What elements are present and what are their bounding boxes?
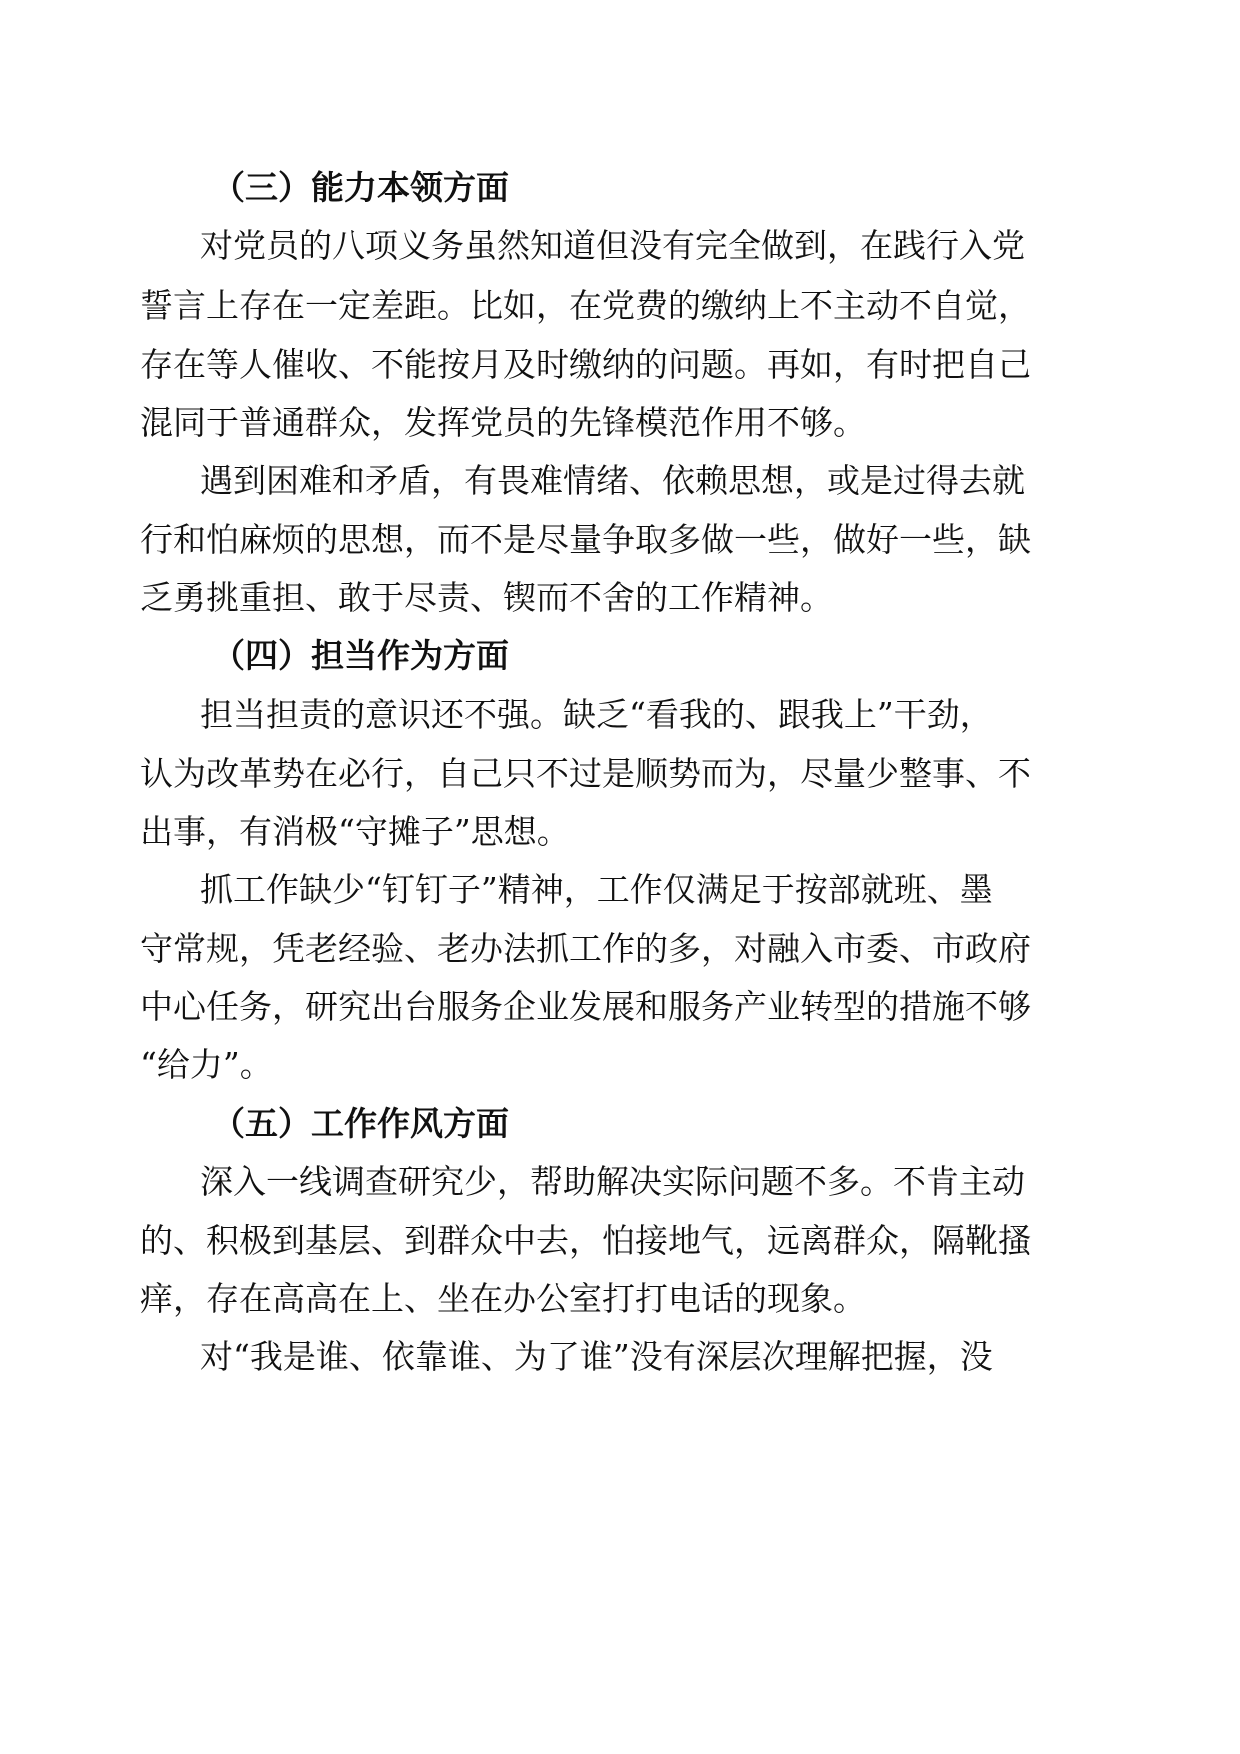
- paragraph-line: 的、积极到基层、到群众中去，怕接地气，远离群众，隔靴搔: [140, 1221, 1031, 1260]
- paragraph-line: 行和怕麻烦的思想，而不是尽量争取多做一些，做好一些，缺: [140, 520, 1031, 559]
- paragraph-line: 乏勇挑重担、敢于尽责、锲而不舍的工作精神。: [140, 578, 833, 617]
- paragraph-line: 遇到困难和矛盾，有畏难情绪、依赖思想，或是过得去就: [200, 461, 1025, 500]
- paragraph-line: 担当担责的意识还不强。缺乏“看我的、跟我上”干劲，: [200, 695, 993, 734]
- section-heading-5: （五）工作作风方面: [212, 1104, 509, 1143]
- paragraph-line: 抓工作缺少“钉钉子”精神，工作仅满足于按部就班、墨: [200, 870, 993, 909]
- paragraph-line: 混同于普通群众，发挥党员的先锋模范作用不够。: [140, 403, 866, 442]
- paragraph-line: 出事，有消极“守摊子”思想。: [140, 812, 570, 851]
- paragraph-line: 守常规，凭老经验、老办法抓工作的多，对融入市委、市政府: [140, 929, 1031, 968]
- paragraph-line: 痒，存在高高在上、坐在办公室打打电话的现象。: [140, 1279, 866, 1318]
- paragraph-line: “给力”。: [140, 1045, 273, 1084]
- section-heading-3: （三）能力本领方面: [212, 168, 509, 207]
- paragraph-line: 中心任务，研究出台服务企业发展和服务产业转型的措施不够: [140, 987, 1031, 1026]
- paragraph-line: 誓言上存在一定差距。比如，在党费的缴纳上不主动不自觉，: [140, 286, 1031, 325]
- section-heading-4: （四）担当作为方面: [212, 636, 509, 675]
- paragraph-line: 认为改革势在必行，自己只不过是顺势而为，尽量少整事、不: [140, 754, 1031, 793]
- paragraph-line: 对党员的八项义务虽然知道但没有完全做到，在践行入党: [200, 226, 1025, 265]
- paragraph-line: 对“我是谁、依靠谁、为了谁”没有深层次理解把握，没: [200, 1337, 993, 1376]
- paragraph-line: 深入一线调查研究少，帮助解决实际问题不多。不肯主动: [200, 1162, 1025, 1201]
- paragraph-line: 存在等人催收、不能按月及时缴纳的问题。再如，有时把自己: [140, 345, 1031, 384]
